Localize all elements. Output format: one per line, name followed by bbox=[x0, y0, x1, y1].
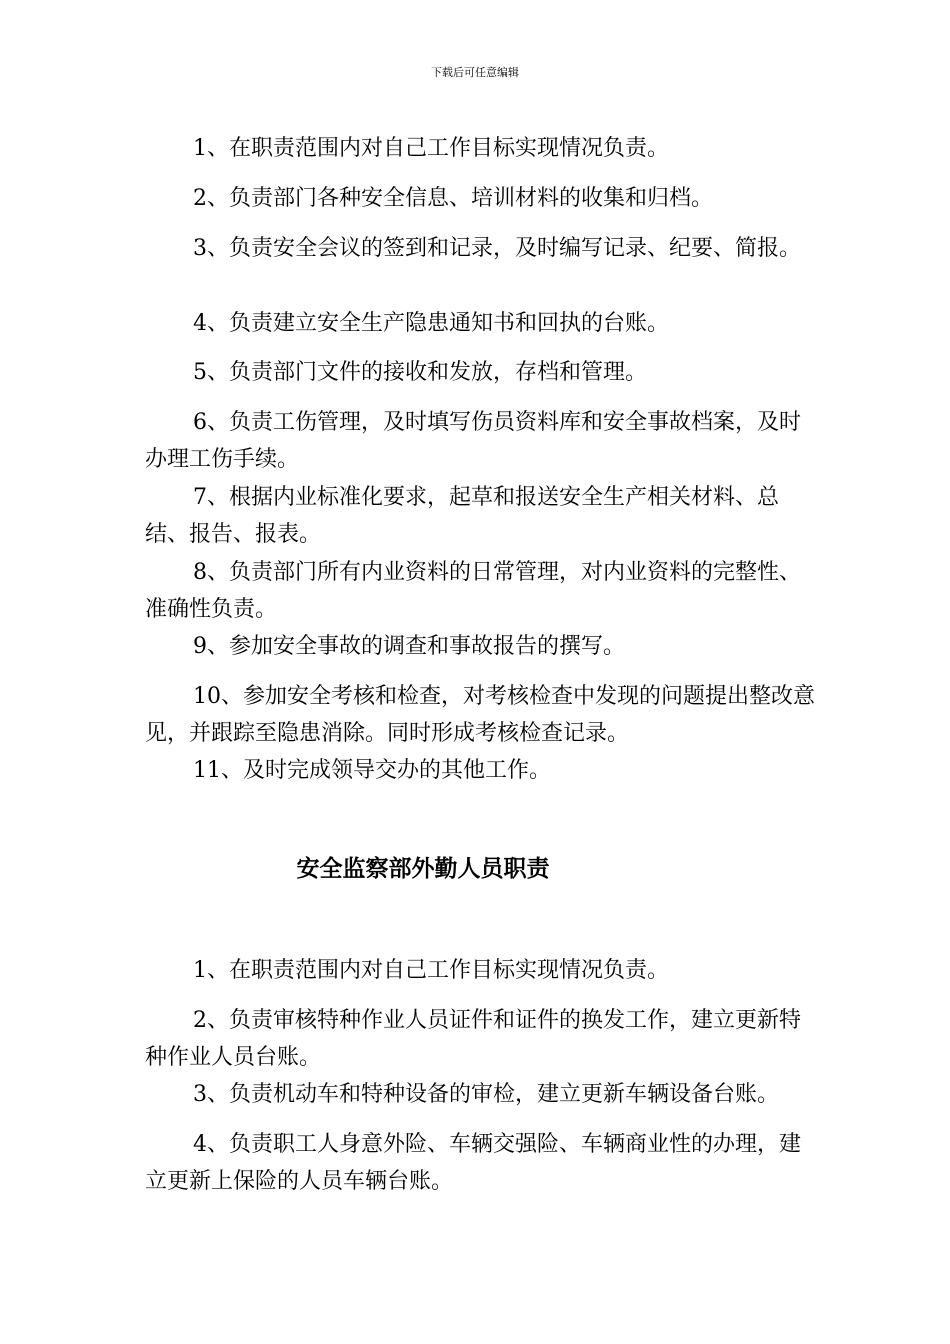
duty-item-10: 10、参加安全考核和检查，对考核检查中发现的问题提出整改意见，并跟踪至隐患消除。同时形成考核检查记录。 bbox=[145, 684, 815, 746]
field-duty-item-2: 2、负责审核特种作业人员证件和证件的换发工作，建立更新特种作业人员台账。 bbox=[145, 1008, 801, 1070]
duty-item-9: 9、参加安全事故的调查和事故报告的撰写。 bbox=[193, 634, 625, 659]
section-title bbox=[0, 853, 950, 885]
duty-item-1: 1、在职责范围内对自己工作目标实现情况负责。 bbox=[193, 136, 669, 161]
duty-item-5: 5、负责部门文件的接收和发放，存档和管理。 bbox=[193, 360, 647, 385]
duty-item-7: 7、根据内业标准化要求，起草和报送安全生产相关材料、总结、报告、报表。 bbox=[145, 485, 779, 547]
field-duty-item-3: 3、负责机动车和特种设备的审检，建立更新车辆设备台账。 bbox=[193, 1082, 779, 1107]
duty-item-6: 6、负责工伤管理，及时填写伤员资料库和安全事故档案，及时办理工伤手续。 bbox=[145, 410, 801, 472]
duty-item-11: 11、及时完成领导交办的其他工作。 bbox=[193, 758, 551, 783]
duty-item-4: 4、负责建立安全生产隐患通知书和回执的台账。 bbox=[193, 311, 669, 336]
header-note: 下载后可任意编辑 bbox=[431, 66, 519, 79]
duty-item-3: 3、负责安全会议的签到和记录，及时编写记录、纪要、简报。 bbox=[193, 236, 801, 261]
duty-item-2: 2、负责部门各种安全信息、培训材料的收集和归档。 bbox=[193, 186, 713, 211]
section-title-text: 安全监察部外勤人员职责 bbox=[296, 855, 550, 882]
field-duty-item-1: 1、在职责范围内对自己工作目标实现情况负责。 bbox=[193, 958, 669, 983]
duty-item-8: 8、负责部门所有内业资料的日常管理，对内业资料的完整性、准确性负责。 bbox=[145, 560, 801, 622]
field-duty-item-4: 4、负责职工人身意外险、车辆交强险、车辆商业性的办理，建立更新上保险的人员车辆台账。 bbox=[145, 1132, 801, 1194]
